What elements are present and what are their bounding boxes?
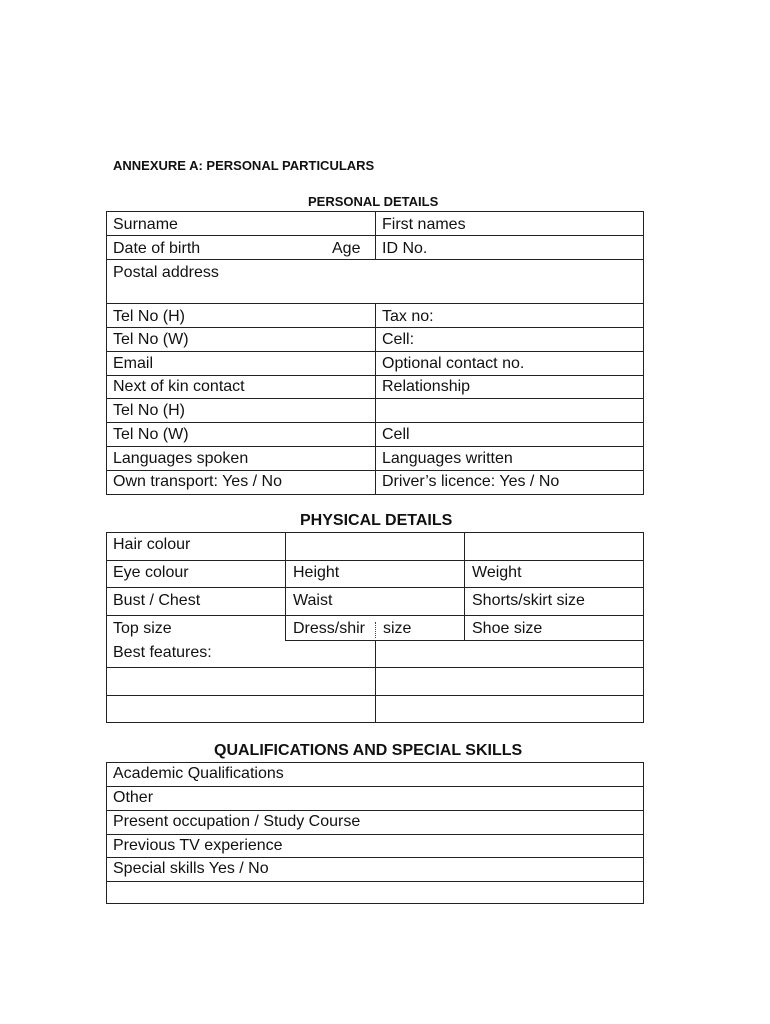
qualifications-table	[106, 762, 644, 904]
postal-address-label: Postal address	[113, 264, 219, 281]
present-occupation-label: Present occupation / Study Course	[113, 813, 361, 830]
special-skills-label: Special skills Yes / No	[113, 860, 269, 877]
drivers-licence-label: Driver’s licence: Yes / No	[382, 473, 560, 490]
optional-contact-label: Optional contact no.	[382, 355, 525, 372]
kin-tel-h-label: Tel No (H)	[113, 402, 186, 419]
relationship-label: Relationship	[382, 378, 471, 395]
shorts-skirt-size-label: Shorts/skirt size	[472, 592, 585, 609]
annexure-title: ANNEXURE A: PERSONAL PARTICULARS	[113, 158, 375, 173]
waist-label: Waist	[293, 592, 333, 609]
kin-cell-label: Cell	[382, 426, 410, 443]
bust-chest-label: Bust / Chest	[113, 592, 201, 609]
tel-w-label: Tel No (W)	[113, 331, 189, 348]
next-of-kin-label: Next of kin contact	[113, 378, 245, 395]
best-features-label: Best features:	[113, 644, 212, 661]
top-size-label: Top size	[113, 620, 172, 637]
tel-h-label: Tel No (H)	[113, 308, 186, 325]
weight-label: Weight	[472, 564, 522, 581]
academic-qualifications-label: Academic Qualifications	[113, 765, 284, 782]
own-transport-label: Own transport: Yes / No	[113, 473, 282, 490]
previous-tv-experience-label: Previous TV experience	[113, 837, 283, 854]
surname-label: Surname	[113, 216, 178, 233]
other-label: Other	[113, 789, 154, 806]
cell-label: Cell:	[382, 331, 415, 348]
shoe-size-label: Shoe size	[472, 620, 543, 637]
first-names-label: First names	[382, 216, 466, 233]
physical-details-heading: PHYSICAL DETAILS	[300, 512, 453, 529]
personal-details-heading: PERSONAL DETAILS	[308, 194, 439, 209]
languages-spoken-label: Languages spoken	[113, 450, 249, 467]
kin-tel-w-label: Tel No (W)	[113, 426, 189, 443]
height-label: Height	[293, 564, 340, 581]
languages-written-label: Languages written	[382, 450, 513, 467]
dress-shirt-size-label-a: Dress/shir	[293, 620, 366, 637]
dress-shirt-size-label-b: size	[383, 620, 412, 637]
qualifications-heading: QUALIFICATIONS AND SPECIAL SKILLS	[214, 742, 523, 759]
email-label: Email	[113, 355, 154, 372]
hair-colour-label: Hair colour	[113, 536, 191, 553]
id-no-label: ID No.	[382, 240, 428, 257]
date-of-birth-label: Date of birth	[113, 240, 201, 257]
age-label: Age	[332, 240, 361, 257]
eye-colour-label: Eye colour	[113, 564, 189, 581]
tax-no-label: Tax no:	[382, 308, 434, 325]
